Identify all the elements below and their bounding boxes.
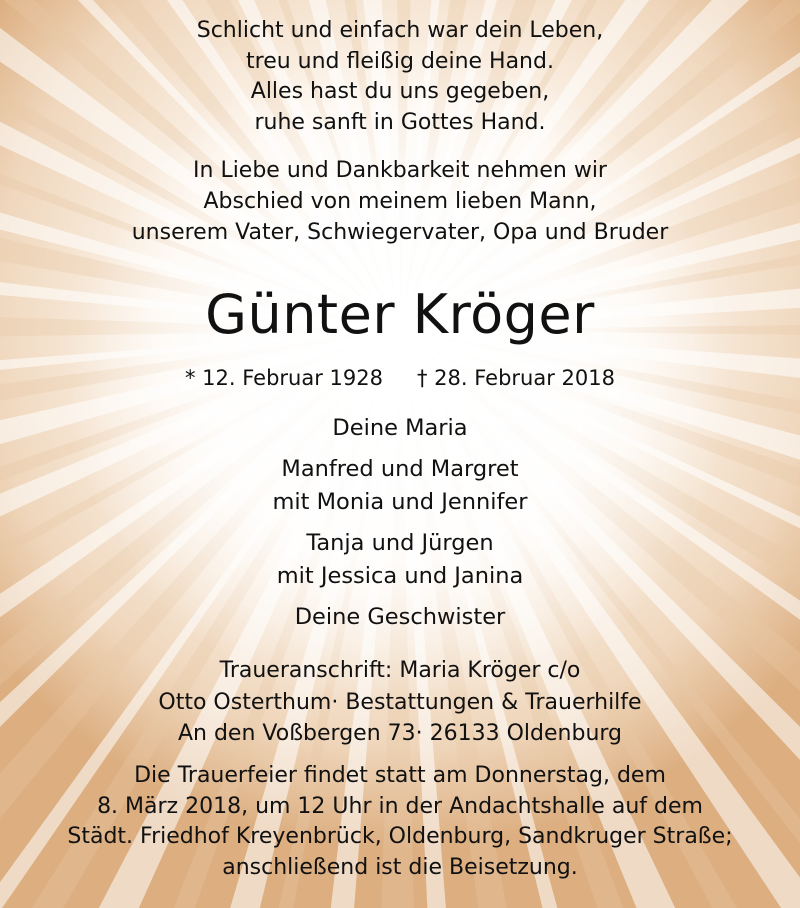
- mourner-group: [0, 527, 800, 593]
- poem-line: ruhe sanft in Gottes Hand.: [254, 109, 546, 135]
- mourner-group: [0, 412, 800, 445]
- ceremony-line: 8. März 2018, um 12 Uhr in der Andachtshalle auf dem: [97, 793, 703, 819]
- ceremony-line: Städt. Friedhof Kreyenbrück, Oldenburg, Sandkruger Straße;: [67, 824, 733, 849]
- life-dates: [0, 364, 800, 392]
- mourner-line: Tanja und Jürgen: [306, 530, 494, 556]
- mourner-line: Manfred und Margret: [281, 456, 519, 482]
- mourner-group: [0, 453, 800, 519]
- mourner-line: mit Monia und Jennifer: [272, 489, 528, 515]
- address-line: An den Voßbergen 73· 26133 Oldenburg: [177, 721, 623, 746]
- address-line: Traueranschrift: Maria Kröger c/o: [219, 658, 581, 683]
- farewell-text: [0, 155, 800, 248]
- ceremony-info: [0, 761, 800, 883]
- deceased-name: Günter Kröger: [205, 283, 595, 346]
- poem-line: Schlicht und einfach war dein Leben,: [196, 18, 604, 43]
- ceremony-line: anschließend ist die Beisetzung.: [222, 854, 578, 880]
- poem-line: treu und fleißig deine Hand.: [246, 48, 554, 74]
- mourner-group: [0, 601, 800, 634]
- death-date: † 28. Februar 2018: [417, 366, 615, 390]
- mourner-line: Deine Maria: [332, 415, 468, 441]
- farewell-line: Abschied von meinem lieben Mann,: [203, 189, 597, 214]
- poem: [0, 16, 800, 138]
- poem-line: Alles hast du uns gegeben,: [250, 79, 550, 104]
- ceremony-line: Die Trauerfeier findet statt am Donnerstag, dem: [134, 763, 666, 788]
- mourner-line: Deine Geschwister: [294, 604, 506, 630]
- mourners-list: [0, 412, 800, 634]
- mourner-line: mit Jessica und Janina: [276, 563, 524, 589]
- address-line: Otto Osterthum· Bestattungen & Trauerhilfe: [158, 689, 642, 715]
- farewell-line: In Liebe und Dankbarkeit nehmen wir: [193, 158, 607, 183]
- farewell-line: unserem Vater, Schwiegervater, Opa und Bruder: [131, 220, 669, 245]
- mourning-address: [0, 655, 800, 750]
- birth-date: * 12. Februar 1928: [185, 366, 383, 390]
